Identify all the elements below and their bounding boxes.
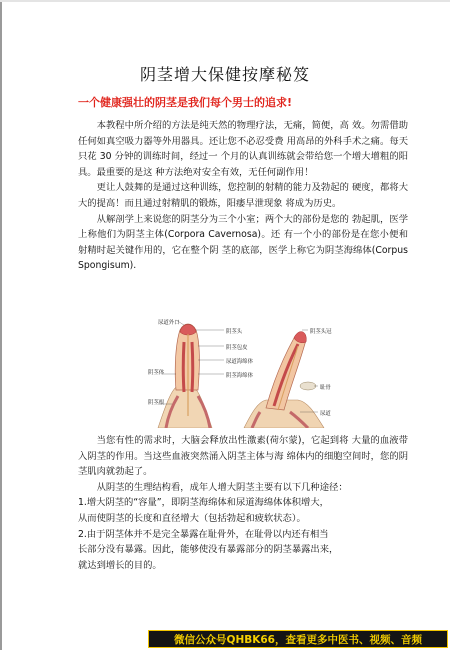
label-urethra-opening: 尿道外口 <box>158 320 180 326</box>
page-subtitle: 一个健康强壮的阴茎是我们每个男士的追求! <box>78 96 293 109</box>
page-left-border <box>0 0 2 650</box>
paragraph-anatomy-text: 从解剖学上来说您的阴茎分为三个小室；两个大的部份是您的 勃起肌，医学上称他们为阴茎主体(Corpora Cavernosa)。还 有一个小的部份是在您小便和射精时起关键作用的，它在整个阴 茎的底部，医学上称它为阴茎海绵体(Corpus Spongisum). <box>78 213 408 272</box>
list-item-2-end: 就达到增长的目的。 <box>78 559 162 571</box>
label-foreskin: 阴茎包皮 <box>226 345 248 351</box>
paragraph-benefits: 更让人鼓舞的是通过这种训练，您控制的射精的能力及勃起的 硬度，都将大大的提高！而且通过射精肌的锻炼，阳痿早泄现象 将成为历史。 <box>78 182 408 209</box>
paragraph-erection: 当您有性的需求时，大脑会释放出性激素(荷尔蒙)，它起到将 大量的血液带入阴茎的作用。当这些血液突然涌入阴茎主体与海 绵体内的细胞空间时，您的阴茎肌肉就勃起了。 <box>78 435 408 478</box>
label-root: 阴茎根 <box>148 400 165 406</box>
list-item-1: 1.增大阴茎的“容量”，即阴茎海绵体和尿道海绵体体积增大， <box>78 497 329 509</box>
label-glans-corona: 阴茎头冠 <box>310 329 332 335</box>
paragraph-anatomy <box>78 212 408 274</box>
page-title: 阴茎增大保健按摩秘笈 <box>139 65 310 84</box>
list-item-1-cont: 从而使阴茎的长度和直径增大（包括勃起和疲软状态）。 <box>78 512 306 524</box>
label-corpus-spongiosum: 尿道海绵体 <box>226 359 253 365</box>
paragraph-method: 本教程中所介绍的方法是纯天然的物理疗法，无痛，简便，高 效。勿需借助任何如真空吸力器等外用器具。还让您不必忍受费 用高昂的外科手术之痛。每天只花 30 分钟的训练时间，经过一 个月的认真训练就会带给您一个增大增粗的阳具。最重要的是这 种方法绝对安全有效，无任何副作用！ <box>78 120 408 178</box>
paragraph-methods-intro: 从阴茎的生理结构看，成年人增大阴茎主要有以下几种途径： <box>96 481 348 493</box>
anatomy-figure <box>148 316 338 428</box>
page-top-edge <box>0 0 450 2</box>
label-glans: 阴茎头 <box>226 329 243 335</box>
label-corpus-cavernosum: 阴茎海绵体 <box>226 373 253 379</box>
label-shaft: 阴茎体 <box>148 370 165 376</box>
label-urethra: 尿道 <box>320 411 331 417</box>
footer-banner[interactable]: 微信公众号QHBK66，查看更多中医书、视频、音频 <box>148 630 448 648</box>
label-pubis: 耻骨 <box>320 385 331 391</box>
intro-text-block <box>78 118 408 274</box>
list-item-2-cont: 长部分没有暴露。因此，能够使没有暴露部分的阴茎暴露出来， <box>78 544 339 556</box>
list-item-2: 2.由于阴茎体并不是完全暴露在耻骨外，在耻骨以内还有相当 <box>78 528 329 540</box>
physiology-text-block <box>78 433 408 573</box>
